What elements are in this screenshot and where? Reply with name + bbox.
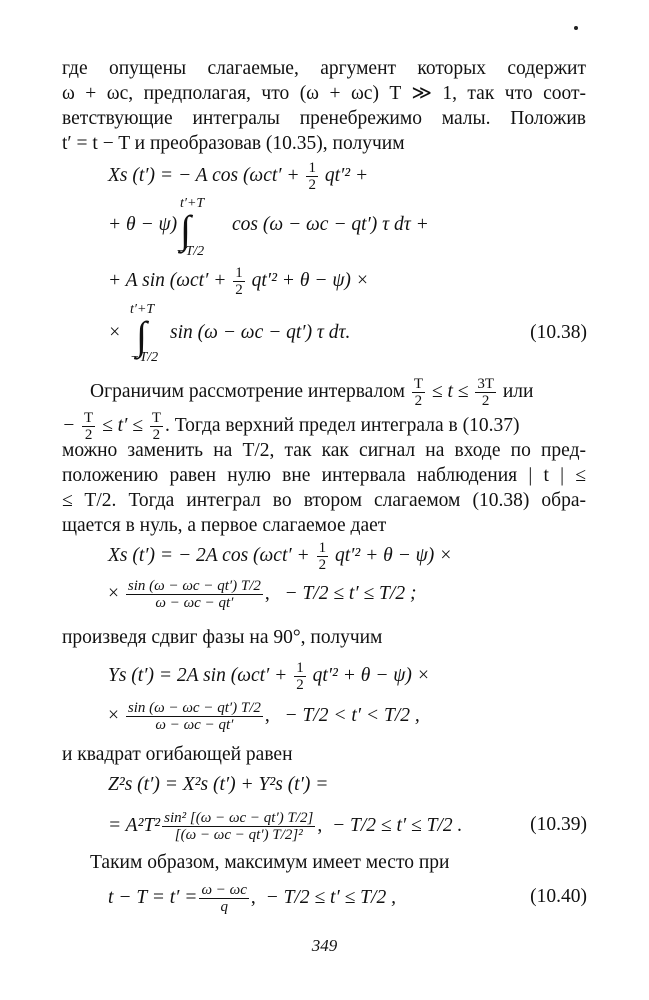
equation-line: × $\frac{\sin (\omega - \omega c - qt') T/2}{\omega - \omega c - qt'}$ , − T/2 < t′ < T/2 , [108,700,420,733]
text-line: произведя сдвиг фазы на 90°, получим [62,627,383,648]
text-line: положению равен нулю вне интервала наблюдения | t | ≤ [62,465,586,486]
equation-line: Xs (t′) = − 2A cos (ωct′ + $\frac{1}{2}$ qt′² + θ − ψ) × [108,540,453,573]
text-line: − $\frac{T}{2}$ ≤ t′ ≤ $\frac{T}{2}$ . Тогда верхний предел интеграла в (10.37) [62,410,520,443]
equation-number: (10.39) [530,814,587,835]
text-line: ветствующие интегралы пренебрежимо малы. Положив [62,108,586,129]
text-line: щается в нуль, а первое слагаемое дает [62,515,387,536]
integral-upper-limit: t′+T [180,196,205,211]
text-line: и квадрат огибающей равен [62,744,293,765]
speck [574,26,578,30]
equation-line: × $\frac{\sin (\omega - \omega c - qt') T/2}{\omega - \omega c - qt'}$ , − T/2 ≤ t′ ≤ T/2 ; [108,578,417,611]
text-line: можно заменить на T/2, так как сигнал на входе по пред- [62,440,586,461]
text-line: t′ = t − T и преобразовав (10.35), получим [62,133,405,154]
equation-line: Xs (t′) = − A cos (ωct′ + $\frac{1}{2}$ qt′² + [108,160,369,193]
equation-line: Z²s (t′) = X²s (t′) + Y²s (t′) = [108,774,329,795]
equation-line: cos (ω − ωc − qt′) τ dτ + [232,214,429,235]
page-number: 349 [311,936,338,955]
equation-line: + A sin (ωct′ + $\frac{1}{2}$ qt′² + θ − ψ) × [108,265,369,298]
equation-number: (10.38) [530,322,587,343]
integral-lower-limit: −T/2 [176,244,205,259]
equation-line: t − T = t′ = $\frac{\omega - \omega c}{q}$ , − T/2 ≤ t′ ≤ T/2 , [108,882,396,915]
integral-sign: ∫ [136,313,147,358]
equation-line: + θ − ψ) [108,214,178,235]
equation-number: (10.40) [530,886,587,907]
text-line: ≤ T/2. Тогда интеграл во втором слагаемом (10.38) обра- [62,490,586,511]
integral-sign: ∫ [180,207,191,252]
equation-line: × [108,322,122,343]
integral-upper-limit: t′+T [130,302,155,317]
text-line: где опущены слагаемые, аргумент которых содержит [62,58,586,79]
equation-line: sin (ω − ωc − qt′) τ dτ. [170,322,351,343]
text-line: Таким образом, максимум имеет место при [90,852,450,873]
equation-line: = A²T² $\frac{\text{sin² [(ω − ωc − qt′) T/2]}}{\text{[(ω − ωc − qt′) T/2]²}}$ , − T/2 ≤ t′ ≤ T/2 . [108,810,463,843]
equation-line: Ys (t′) = 2A sin (ωct′ + $\frac{1}{2}$ qt′² + θ − ψ) × [108,660,430,693]
integral-lower-limit: −T/2 [130,350,159,365]
text-line: ω + ωc, предполагая, что (ω + ωc) T ≫ 1, так что соот- [62,83,586,104]
text-line: Ограничим рассмотрение интервалом $\frac{T}{2}$ ≤ t ≤ $\frac{3T}{2}$ или [90,376,534,409]
